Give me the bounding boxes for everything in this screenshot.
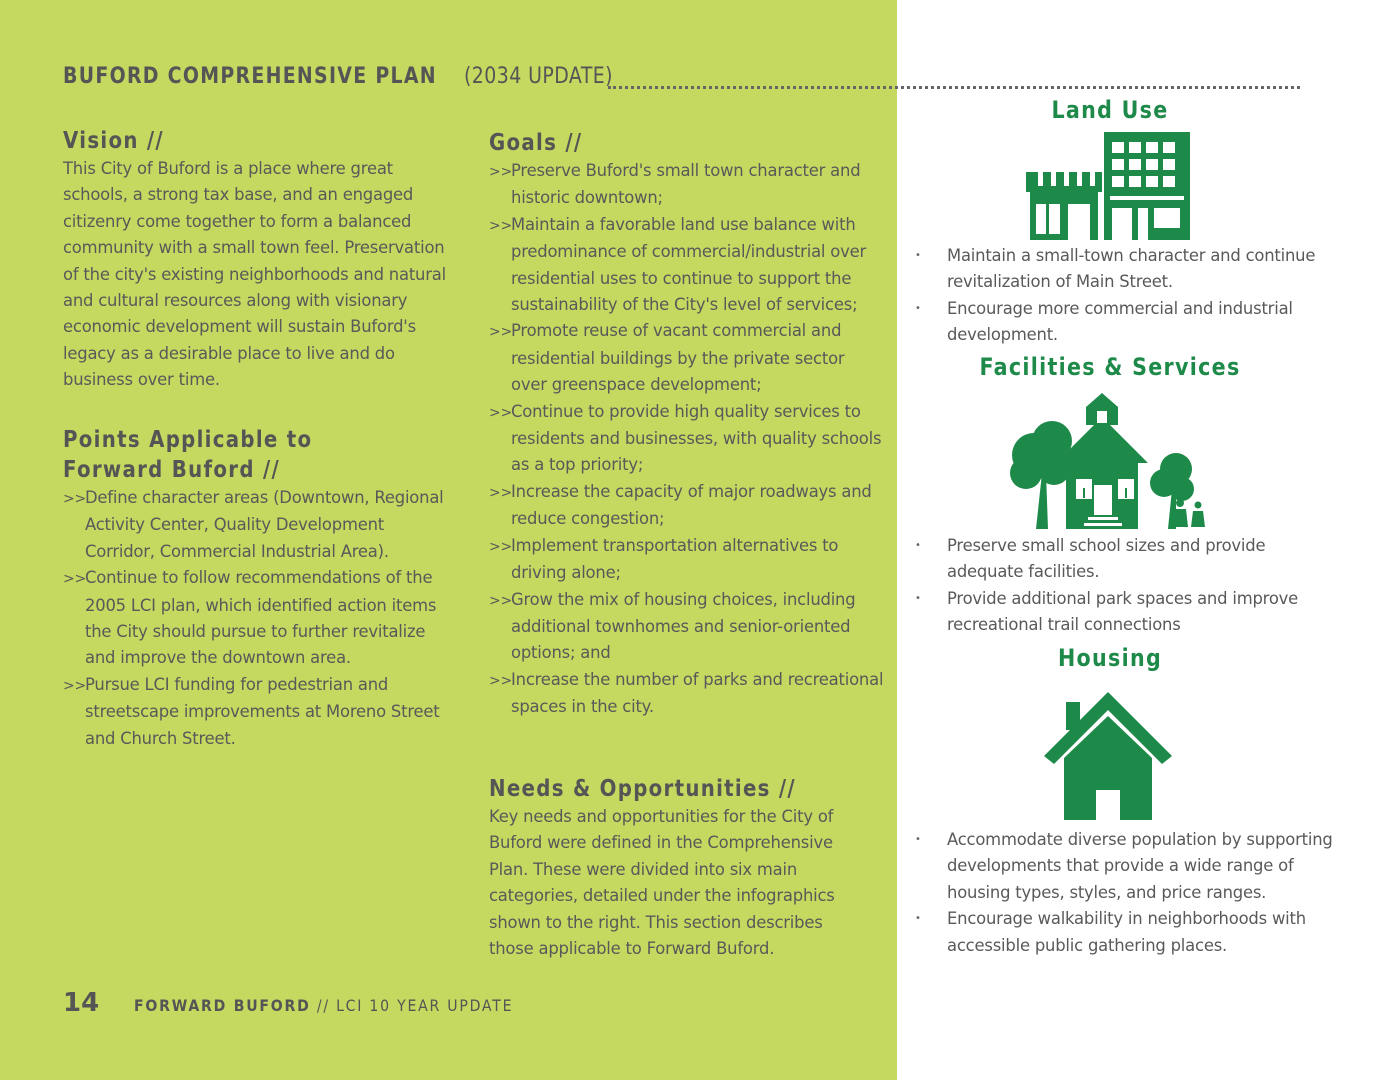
points-heading: Points Applicable to Forward Buford //: [63, 427, 313, 483]
list-item: >>Maintain a favorable land use balance with predominance of commercial/industrial over residential uses to continue to support the sustainability of the City's level of services;: [489, 214, 867, 315]
list-item: • Provide additional park spaces and improve recreational trail connections: [913, 586, 1333, 639]
housing-bullets: [913, 827, 1333, 959]
list-item: >>Continue to follow recommendations of the 2005 LCI plan, which identified action items the City should pursue to further revitalize and improve the downtown area.: [63, 568, 437, 668]
housing-heading: Housing: [1057, 644, 1163, 672]
points-section: [63, 425, 458, 752]
storefront-building-icon: [1024, 132, 1192, 242]
vision-section: [63, 126, 458, 394]
list-item: • Preserve small school sizes and provide adequate facilities.: [913, 533, 1333, 586]
house-icon: [1044, 692, 1172, 820]
list-item: >>Grow the mix of housing choices, including additional townhomes and senior-oriented options; and: [489, 589, 856, 663]
list-item: • Maintain a small-town character and continue revitalization of Main Street.: [913, 243, 1333, 296]
footer-doc-bold: FORWARD BUFORD: [134, 996, 311, 1015]
footer-doc-title: [134, 996, 513, 1015]
needs-section: [489, 774, 859, 962]
list-item: >>Preserve Buford's small town character and historic downtown;: [489, 161, 861, 208]
list-item: >>Define character areas (Downtown, Regional Activity Center, Quality Development Corridor, Commercial Industrial Area).: [63, 488, 444, 561]
list-item: • Accommodate diverse population by supporting developments that provide a wide range of housing types, styles, and price ranges.: [913, 827, 1333, 906]
list-item: • Encourage walkability in neighborhoods with accessible public gathering places.: [913, 906, 1333, 959]
facilities-bullets: [913, 533, 1333, 639]
list-item: >>Implement transportation alternatives to driving alone;: [489, 535, 839, 583]
goals-list: [489, 158, 884, 721]
list-item: >>Pursue LCI funding for pedestrian and streetscape improvements at Moreno Street and Church Street.: [63, 674, 440, 748]
page-number: 14: [63, 988, 100, 1018]
list-item: >>Promote reuse of vacant commercial and residential buildings by the private sector over greenspace development;: [489, 321, 845, 395]
schoolhouse-icon: [1008, 393, 1208, 531]
goals-heading: Goals //: [489, 130, 583, 156]
needs-text: Key needs and opportunities for the City of Buford were defined in the Comprehensive Plan. These were divided into six main categories, detailed under the infographics shown to the right. This section describes those applicable to Forward Buford.: [489, 807, 835, 959]
list-item: • Encourage more commercial and industrial development.: [913, 296, 1333, 349]
list-item: >>Increase the number of parks and recreational spaces in the city.: [489, 669, 884, 717]
facilities-heading: Facilities & Services: [979, 353, 1241, 381]
page-title-light: (2034 UPDATE): [463, 64, 613, 89]
list-item: >>Continue to provide high quality services to residents and businesses, with quality schools as a top priority;: [489, 401, 882, 475]
land-use-bullets: [913, 243, 1333, 349]
footer-doc-light: // LCI 10 YEAR UPDATE: [316, 996, 514, 1015]
page-title-bold: BUFORD COMPREHENSIVE PLAN: [63, 64, 437, 89]
land-use-heading: Land Use: [1051, 96, 1169, 124]
goals-section: [489, 128, 884, 721]
points-list: [63, 485, 458, 752]
dotted-rule: [608, 86, 1300, 89]
needs-heading: Needs & Opportunities //: [489, 776, 796, 802]
vision-heading: Vision //: [63, 128, 164, 154]
list-item: >>Increase the capacity of major roadways and reduce congestion;: [489, 481, 872, 529]
vision-text: This City of Buford is a place where great schools, a strong tax base, and an engaged citizenry come together to form a balanced community with a small town feel. Preservation of the city's existing neighborhoods and natural and cultural resources along with visionary economic development will sustain Buford's legacy as a desirable place to live and do business over time.: [63, 159, 446, 390]
